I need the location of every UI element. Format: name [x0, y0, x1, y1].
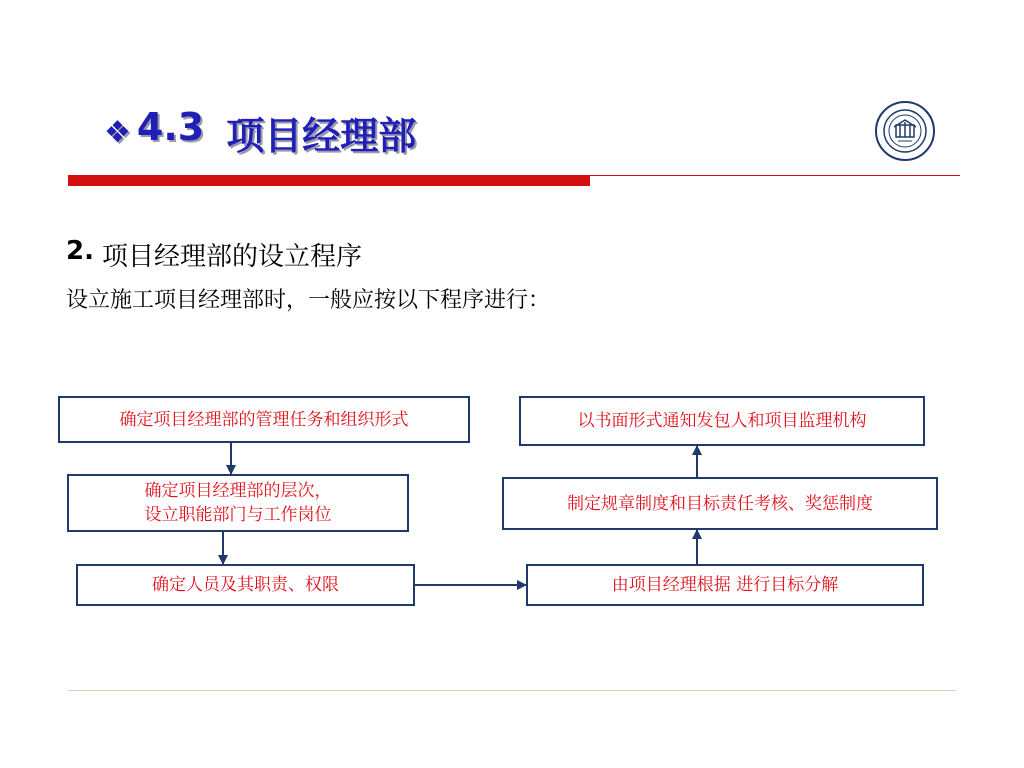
- step-line: 确定人员及其职责、权限: [152, 575, 339, 595]
- step-line: 设立职能部门与工作岗位: [144, 505, 332, 525]
- step-notify-parties: [519, 396, 925, 446]
- step-line: 确定项目经理部的管理任务和组织形式: [119, 409, 409, 430]
- section-number: 4.3: [136, 104, 205, 149]
- section-title: 项目经理部: [226, 113, 417, 158]
- step-line: 由项目经理根据 进行目标分解: [611, 575, 839, 595]
- step-line: 确定项目经理部的层次，: [144, 481, 332, 501]
- step-rules-and-appraisal: [502, 477, 938, 530]
- step-line: 制定规章制度和目标责任考核、奖惩制度: [567, 493, 873, 514]
- footer-divider: [68, 690, 956, 691]
- step-define-tasks: [58, 396, 470, 443]
- step-define-staff: [76, 564, 415, 606]
- subheading-text: 项目经理部的设立程序: [101, 242, 362, 272]
- step-line: 以书面形式通知发包人和项目监理机构: [577, 411, 867, 431]
- step-target-breakdown: [526, 564, 924, 606]
- diamond-bullet-icon: ❖: [104, 114, 131, 150]
- step-define-levels: [67, 474, 409, 532]
- intro-text: 设立施工项目经理部时，一般应按以下程序进行：: [66, 288, 551, 313]
- subheading-number: 2.: [66, 236, 94, 266]
